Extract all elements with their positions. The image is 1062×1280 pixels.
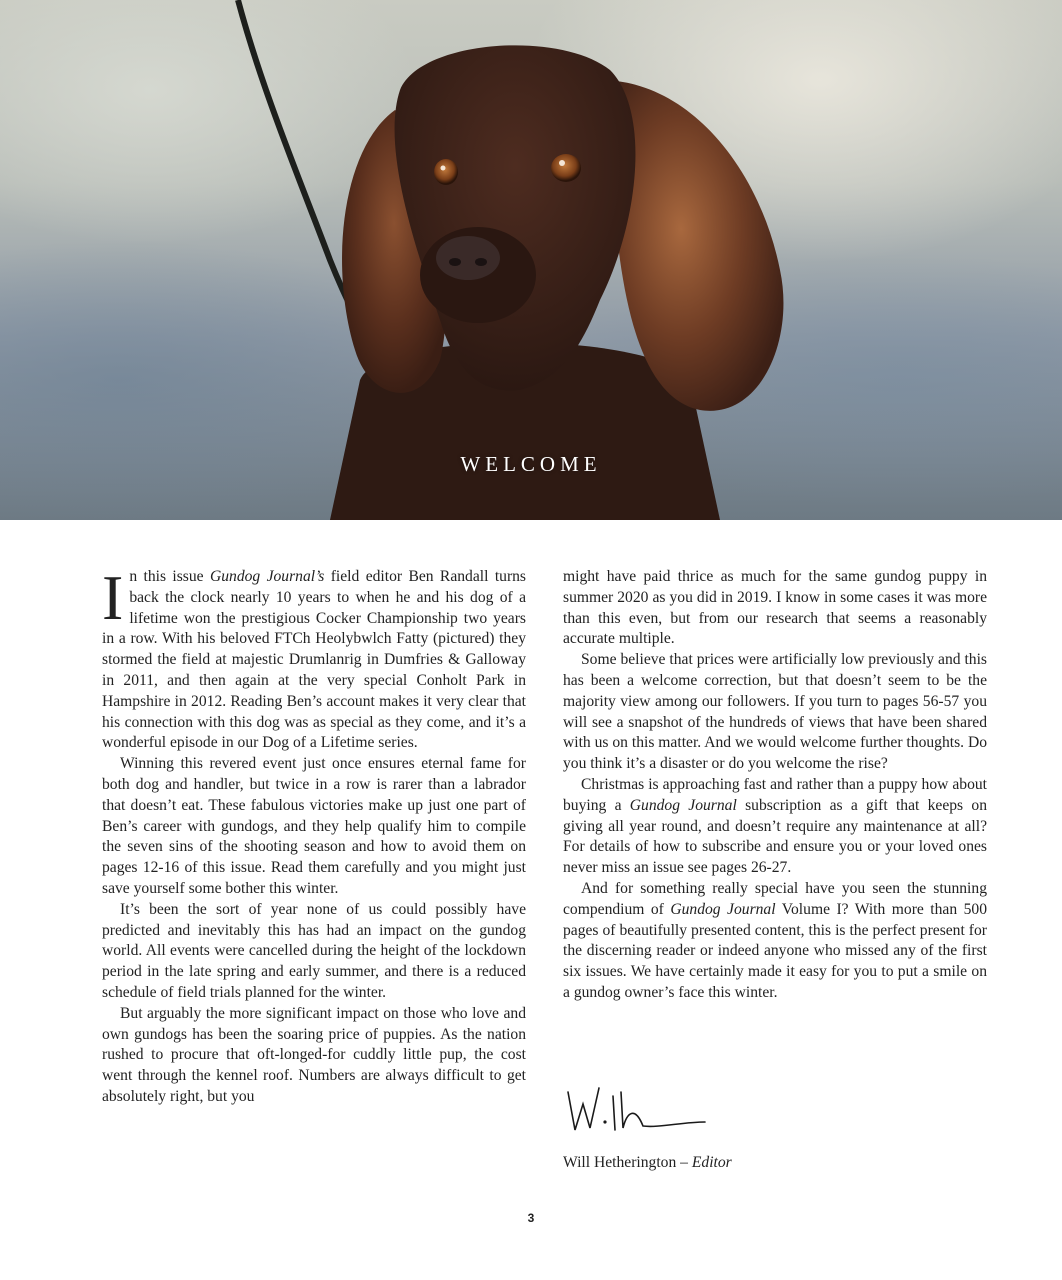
paragraph-7: Christmas is approaching fast and rather than a puppy how about buying a Gundog Journal subscription as a gift that keeps on giving all year round, and doesn’t require any maintenance at all? For details of how to subscribe and ensure you or your loved ones never miss an issue see pages 26-27.	[563, 775, 987, 877]
dog-right-eye	[551, 154, 581, 182]
spaniel-illustration	[0, 0, 1062, 520]
editor-signature	[563, 1082, 713, 1142]
paragraph-2: Winning this revered event just once ensures eternal fame for both dog and handler, but twice in a row is rarer than a labrador that doesn’t eat. These fabulous victories make up just one part of Ben’s career with gundogs, and they help qualify him to compile the seven sins of the shooting season and how to avoid them on pages 12-16 of this issue. Read them carefully and you might just save yourself some bother this winter.	[102, 755, 526, 897]
paragraph-4: But arguably the more significant impact on those who love and own gundogs has been the soaring price of puppies. As the nation rushed to procure that oft-longed-for cuddly little pup, the cost went through the kennel roof. Numbers are always difficult to get absolutely right, but you	[102, 1004, 526, 1105]
publication-title: Gundog Journal	[629, 796, 737, 814]
page-heading: WELCOME	[460, 452, 602, 476]
editor-byline: Will Hetherington – Editor	[563, 1154, 732, 1171]
drop-cap: I	[102, 562, 124, 633]
editor-name: Will Hetherington	[563, 1154, 677, 1171]
article-column-left	[102, 562, 527, 1108]
dog-nose	[436, 236, 500, 280]
hero-photo	[0, 0, 1062, 520]
page-number: 3	[527, 1211, 535, 1225]
paragraph-3: It’s been the sort of year none of us could possibly have predicted and inevitably this has had an impact on the gundog world. All events were cancelled during the height of the lockdown period in the late spring and early summer, and there is a reduced schedule of field trials planned for the winter.	[102, 900, 526, 1001]
publication-title: Gundog Journal	[670, 900, 776, 918]
article-column-right	[563, 567, 987, 1004]
dog-left-eye	[434, 159, 458, 185]
publication-title: Gundog Journal’s	[209, 568, 325, 585]
paragraph-6: Some believe that prices were artificially low previously and this has been a welcome correction, but that doesn’t seem to be the majority view among our followers. If you turn to pages 56-57 you will see a snapshot of the hundreds of views that have been shared with us on this matter. And we would welcome further thoughts. Do you think it’s a disaster or do you welcome the rise?	[563, 651, 988, 773]
editor-role: Editor	[691, 1154, 732, 1171]
paragraph-5: might have paid thrice as much for the same gundog puppy in summer 2020 as you did in 2019. I know in some cases it was more than this even, but from our research that seems a reasonably accurate multiple.	[563, 568, 987, 648]
paragraph-8: And for something really special have you seen the stunning compendium of Gundog Journal Volume I? With more than 500 pages of beautifully presented content, this is the perfect present for the discerning reader or indeed anyone who missed any of the first six issues. We have certainly made it easy for you to put a smile on a gundog owner’s face this winter.	[563, 879, 987, 1001]
paragraph-1: In this issue Gundog Journal’s field editor Ben Randall turns back the clock nearly 10 years to when he and his dog of a lifetime won the prestigious Cocker Championship two years in a row. With his beloved FTCh Heolybwlch Fatty (pictured) they stormed the field at majestic Drumlanrig in Dumfries & Galloway in 2011, and then again at the very special Conholt Park in Hampshire in 2012. Reading Ben’s account makes it very clear that his connection with this dog was as special as they come, and it’s a wonderful episode in our Dog of a Lifetime series.	[102, 562, 527, 752]
